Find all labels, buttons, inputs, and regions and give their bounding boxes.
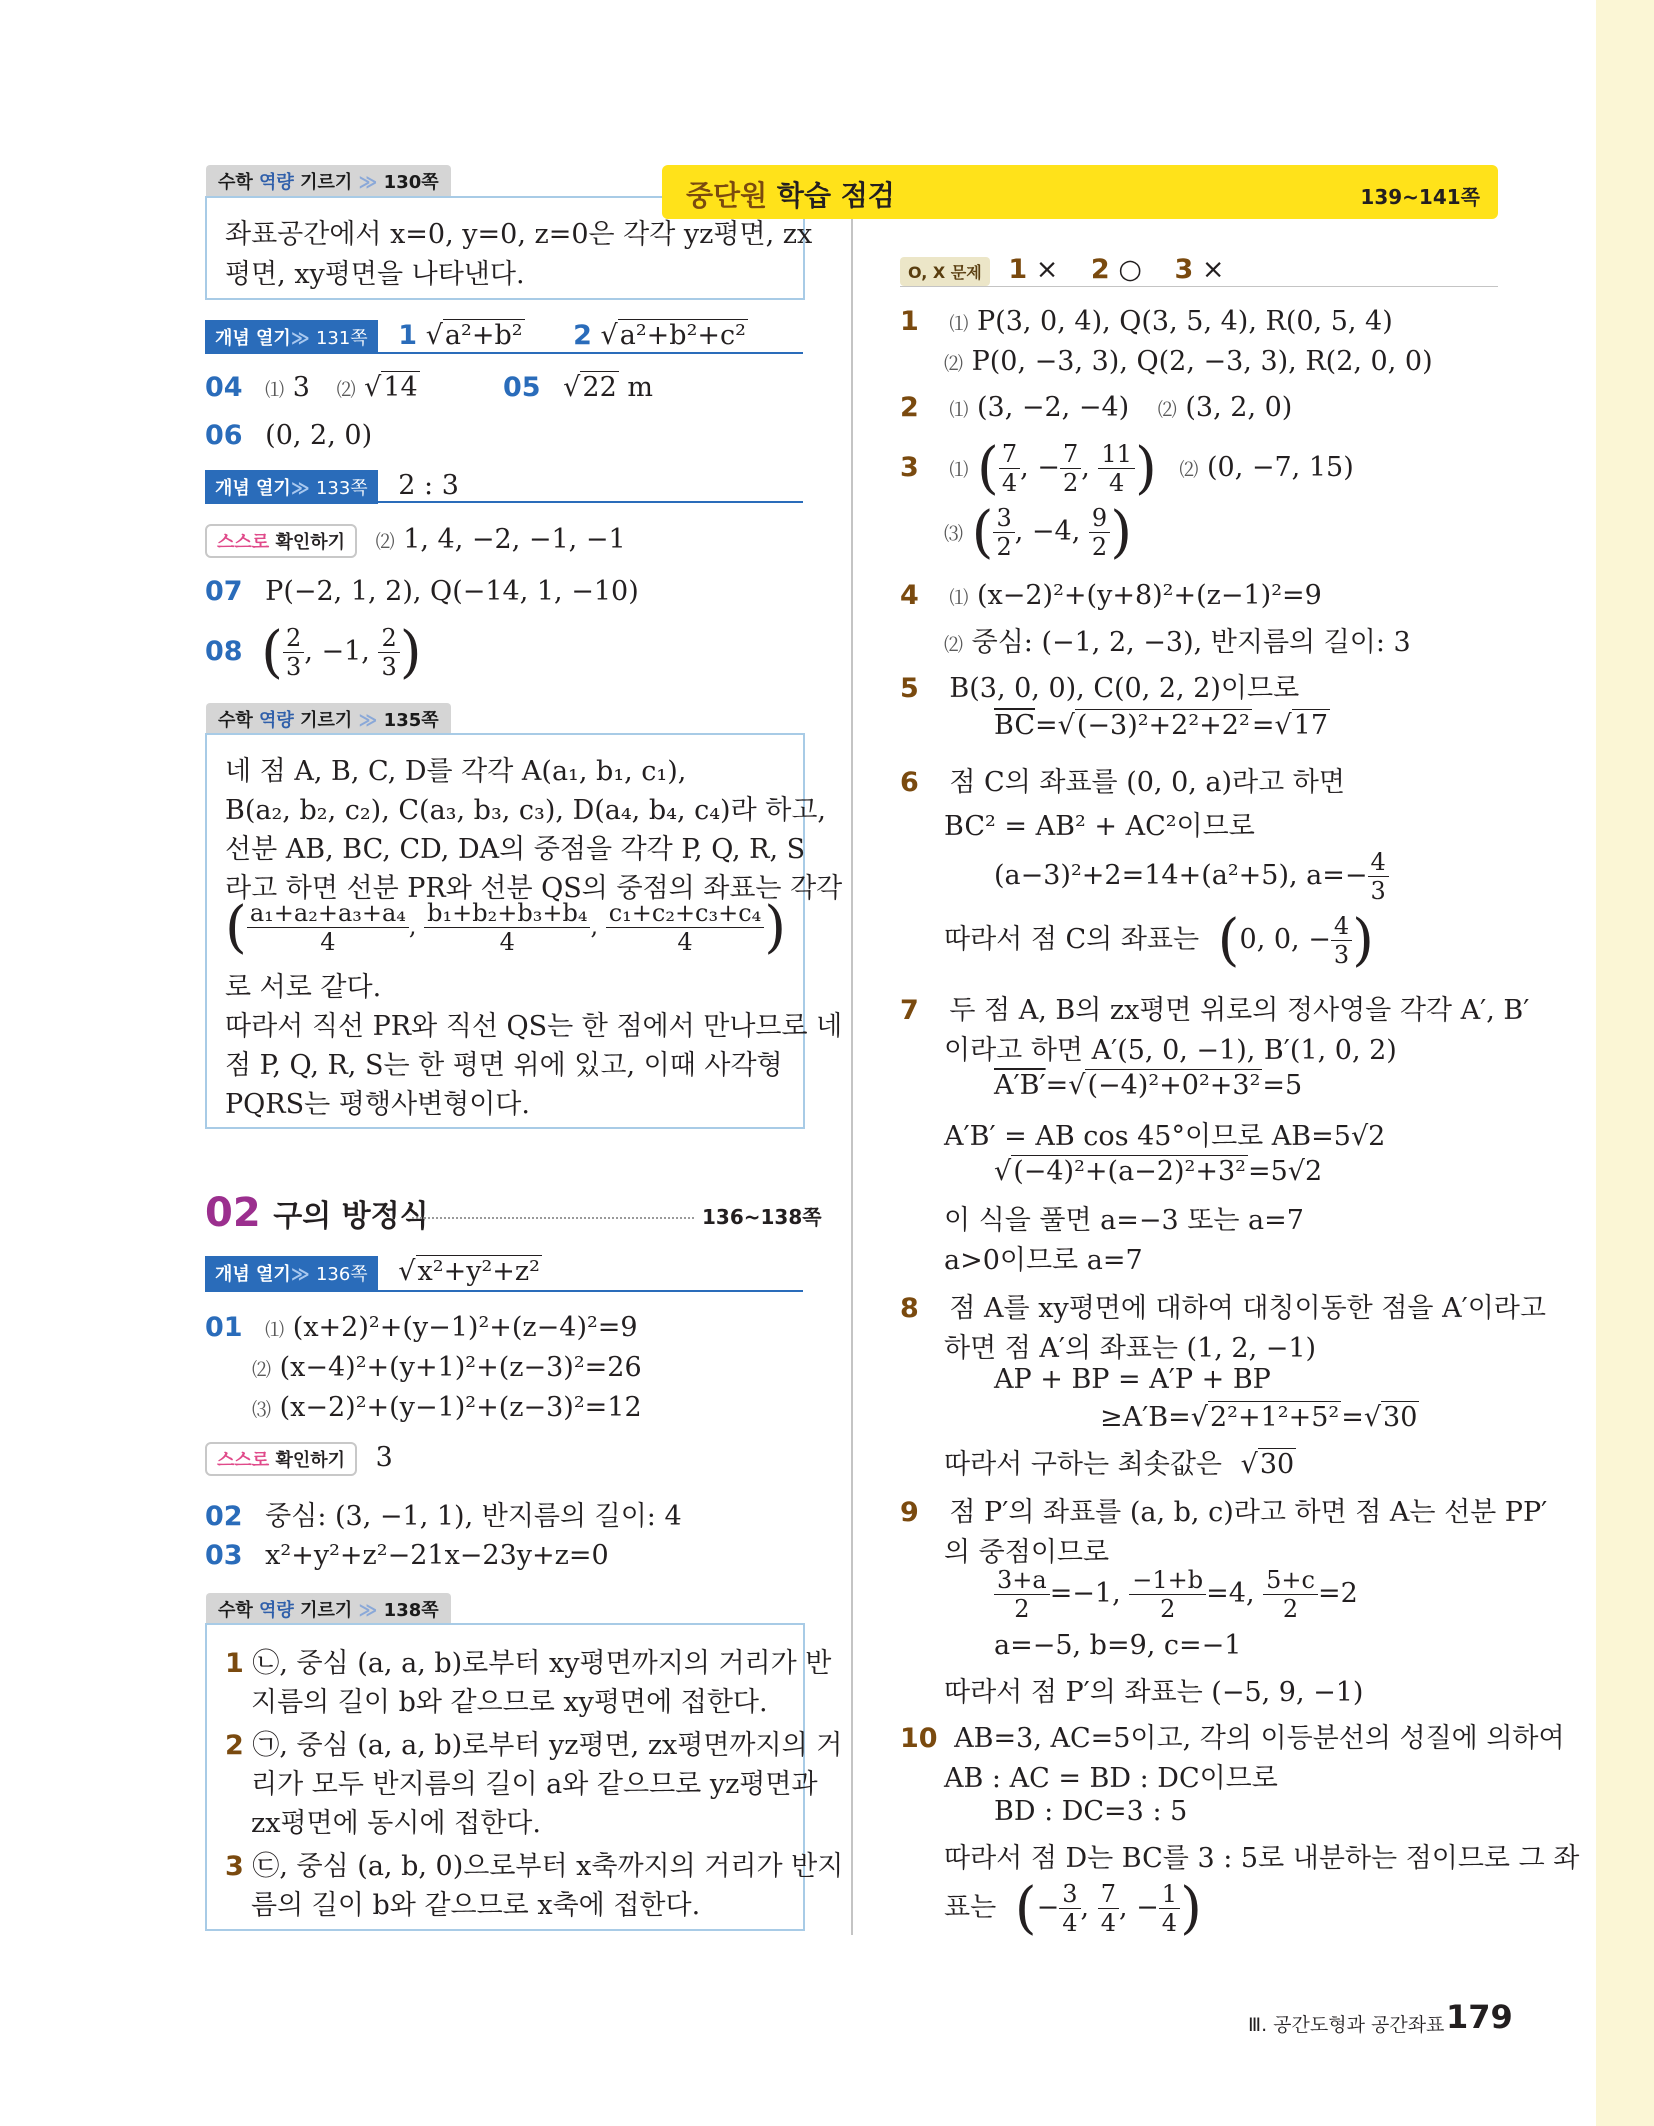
question-8: 8 점 A를 xy평면에 대하여 대칭이동한 점을 A′이라고	[900, 1293, 1546, 1324]
question-10: 10 AB=3, AC=5이고, 각의 이등분선의 성질에 의하여	[900, 1723, 1565, 1754]
review-header	[662, 165, 1498, 219]
problem-08: 08 ( $\frac{2}{3}$ , −1, $\frac{2}{3}$ )	[205, 620, 422, 685]
question-6-2: BC² = AB² + AC²이므로	[944, 811, 1255, 842]
item-1-cont: 지름의 길이 b와 같으므로 xy평면에 접한다.	[251, 1687, 768, 1718]
question-8-4: ≥A′B=√2²+1²+5²=√30	[1100, 1402, 1418, 1433]
box-text-line: B(a₂, b₂, c₂), C(a₃, b₃, c₃), D(a₄, b₄, c₄)라 하고,	[225, 795, 827, 826]
question-9-4: a=−5, b=9, c=−1	[994, 1630, 1242, 1661]
question-7-2: 이라고 하면 A′(5, 0, −1), B′(1, 0, 2)	[944, 1035, 1397, 1066]
item-2-cont: zx평면에 동시에 접한다.	[251, 1808, 541, 1839]
question-4-2: ⑵ 중심: (−1, 2, −3), 반지름의 길이: 3	[944, 627, 1411, 658]
section-02-pages: 136~138쪽	[702, 1205, 822, 1229]
item-3: 3 ㉢, 중심 (a, b, 0)으로부터 x축까지의 거리가 반지	[225, 1851, 844, 1882]
column-divider	[851, 165, 853, 1935]
question-3: 3 ⑴ ( $\frac{7}{4}$ , − $\frac{7}{2}$ , $\frac{11}{4}$ ) ⑵ (0, −7, 15)	[900, 436, 1354, 501]
self-check-2: 스스로 확인하기 3	[205, 1442, 393, 1476]
question-7-7: a>0이므로 a=7	[944, 1245, 1143, 1276]
concept-row-136: 개념 열기≫ 136쪽 √x²+y²+z²	[205, 1256, 542, 1290]
section-02-heading: 02 구의 방정식	[205, 1190, 429, 1236]
question-1-2: ⑵ P(0, −3, 3), Q(2, −3, 3), R(2, 0, 0)	[944, 346, 1433, 377]
competency-box-135	[205, 733, 843, 1129]
question-9: 9 점 P′의 좌표를 (a, b, c)라고 하면 점 A는 선분 PP′	[900, 1497, 1548, 1528]
problem-02: 02 중심: (3, −1, 1), 반지름의 길이: 4	[205, 1501, 682, 1532]
problem-04: 04 ⑴ 3 ⑵ √14	[205, 372, 418, 403]
midpoint-fraction: ( $\frac{\text{a₁+a₂+a₃+a₄}}{4}$ , $\frac{\text{b₁+b₂+b₃+b₄}}{4}$ , $\frac{\text{c₁+c₂+c₃+c₄}}{4}$ )	[225, 895, 787, 960]
question-6-3: (a−3)²+2=14+(a²+5), a=− $\frac{4}{3}$	[994, 848, 1389, 905]
item-3-cont: 름의 길이 b와 같으므로 x축에 접한다.	[251, 1890, 701, 1921]
question-5-2: $\overline{BC}=√(-3)^2+2^2+2^2=√17$	[994, 710, 1329, 741]
box-text-line: 네 점 A, B, C, D를 각각 A(a₁, b₁, c₁),	[225, 756, 687, 787]
review-pages: 139~141쪽	[1360, 185, 1480, 209]
gray-rule	[900, 286, 1498, 287]
box-text-line: 선분 AB, BC, CD, DA의 중점을 각각 P, Q, R, S	[225, 834, 806, 865]
item-2-cont: 리가 모두 반지름의 길이 a와 같으므로 yz평면과	[251, 1769, 818, 1800]
box-text-line: 좌표공간에서 x=0, y=0, z=0은 각각 yz평면, zx	[225, 219, 813, 250]
blue-rule	[205, 1290, 803, 1292]
problem-06: 06 (0, 2, 0)	[205, 420, 373, 451]
question-9-3: $\frac{3+a}{2}$ =−1, $\frac{-1+b}{2}$ =4, $\frac{5+c}{2}$ =2	[994, 1566, 1358, 1623]
right-edge-strip	[1596, 0, 1654, 2126]
question-9-5: 따라서 점 P′의 좌표는 (−5, 9, −1)	[944, 1677, 1364, 1708]
page-number: 179	[1446, 1998, 1513, 2036]
problem-01: 01 ⑴ (x+2)²+(y−1)²+(z−4)²=9	[205, 1312, 638, 1343]
review-title: 중단원 학습 점검	[686, 179, 895, 212]
question-10-5: 표는 (− $\frac{3}{4}$ , $\frac{7}{4}$ , − $\frac{1}{4}$ )	[944, 1876, 1202, 1941]
box-text-line: 점 P, Q, R, S는 한 평면 위에 있고, 이때 사각형	[225, 1050, 783, 1081]
concept-row-131: 개념 열기≫ 131쪽 1 √a²+b² 2 √a²+b²+c²	[205, 320, 748, 354]
competency-box-138	[205, 1623, 844, 1931]
competency-tag-138: 수학 역량 기르기 ≫ 138쪽	[206, 1592, 451, 1625]
ox-row: O, X 문제 1 × 2 ○ 3 ×	[900, 254, 1224, 286]
competency-tag-135: 수학 역량 기르기 ≫ 135쪽	[206, 702, 451, 735]
question-10-4: 따라서 점 D는 BC를 3 : 5로 내분하는 점이므로 그 좌	[944, 1843, 1580, 1874]
item-2: 2 ㉠, 중심 (a, a, b)로부터 yz평면, zx평면까지의 거	[225, 1730, 843, 1761]
question-6-4: 따라서 점 C의 좌표는 (0, 0, − $\frac{4}{3}$ )	[944, 908, 1374, 973]
box-text-line: 로 서로 같다.	[225, 972, 382, 1003]
problem-01-2: ⑵ (x−4)²+(y+1)²+(z−3)²=26	[252, 1352, 642, 1383]
question-10-2: AB : AC = BD : DC이므로	[944, 1763, 1278, 1794]
question-8-3: AP + BP = A′P + BP	[994, 1364, 1271, 1395]
box-text-line: 라고 하면 선분 PR와 선분 QS의 중점의 좌표는 각각	[225, 873, 843, 904]
question-10-3: BD : DC=3 : 5	[994, 1796, 1188, 1827]
box-text-line: 따라서 직선 PR와 직선 QS는 한 점에서 만나므로 네	[225, 1011, 843, 1042]
self-check-1: 스스로 확인하기 ⑵ 1, 4, −2, −1, −1	[205, 524, 626, 558]
dotted-leader	[412, 1217, 694, 1219]
box-text-line: 평면, xy평면을 나타낸다.	[225, 259, 525, 290]
question-7-3: A′B′=√(−4)²+0²+3²=5	[994, 1070, 1303, 1101]
question-7-4: A′B′ = AB cos 45°이므로 AB=5√2	[944, 1121, 1386, 1152]
question-8-5: 따라서 구하는 최솟값은 √30	[944, 1449, 1295, 1480]
question-7-6: 이 식을 풀면 a=−3 또는 a=7	[944, 1205, 1304, 1236]
problem-01-3: ⑶ (x−2)²+(y−1)²+(z−3)²=12	[252, 1392, 642, 1423]
blue-rule	[205, 501, 803, 503]
question-7-5: √(−4)²+(a−2)²+3²=5√2	[994, 1156, 1323, 1187]
question-6: 6 점 C의 좌표를 (0, 0, a)라고 하면	[900, 767, 1345, 798]
question-9-2: 의 중점이므로	[944, 1537, 1110, 1568]
problem-07: 07 P(−2, 1, 2), Q(−14, 1, −10)	[205, 576, 639, 607]
blue-rule	[205, 352, 803, 354]
competency-tag-130: 수학 역량 기르기 ≫ 130쪽	[206, 164, 451, 197]
question-4: 4 ⑴ (x−2)²+(y+8)²+(z−1)²=9	[900, 580, 1322, 611]
question-3-3: ⑶ ( $\frac{3}{2}$ , −4, $\frac{9}{2}$ )	[944, 500, 1133, 565]
item-1: 1 ㉡, 중심 (a, a, b)로부터 xy평면까지의 거리가 반	[225, 1648, 832, 1679]
footer-chapter: Ⅲ. 공간도형과 공간좌표	[1248, 2014, 1445, 2036]
question-1: 1 ⑴ P(3, 0, 4), Q(3, 5, 4), R(0, 5, 4)	[900, 306, 1393, 337]
question-8-2: 하면 점 A′의 좌표는 (1, 2, −1)	[944, 1333, 1317, 1364]
question-7: 7 두 점 A, B의 zx평면 위로의 정사영을 각각 A′, B′	[900, 995, 1530, 1026]
problem-05: 05 √22 m	[503, 372, 653, 403]
box-text-line: PQRS는 평행사변형이다.	[225, 1089, 530, 1120]
question-5: 5 B(3, 0, 0), C(0, 2, 2)이므로	[900, 673, 1300, 704]
concept-row-133: 개념 열기≫ 133쪽 2 : 3	[205, 470, 459, 504]
problem-03: 03 x²+y²+z²−21x−23y+z=0	[205, 1540, 609, 1571]
question-2: 2 ⑴ (3, −2, −4) ⑵ (3, 2, 0)	[900, 392, 1293, 423]
